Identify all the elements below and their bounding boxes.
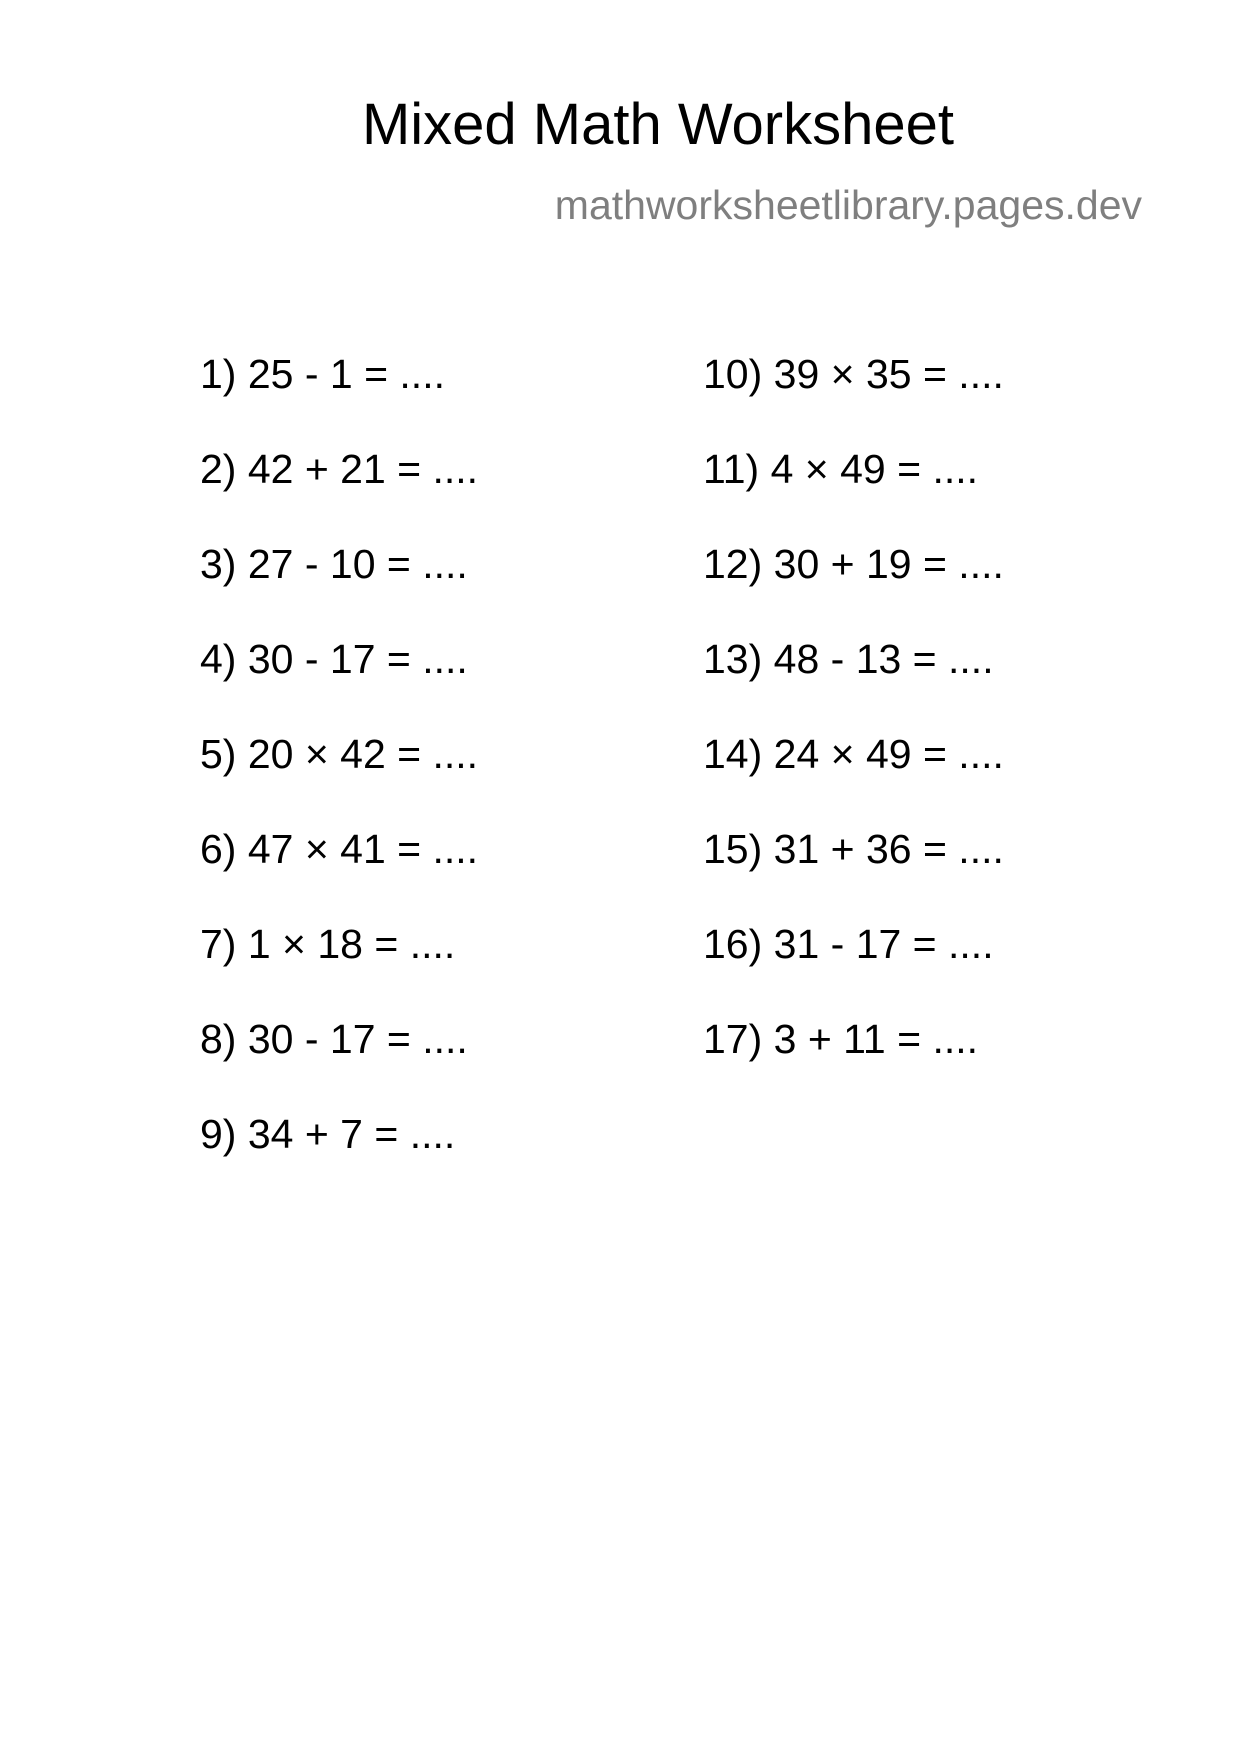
problem-12: 12) 30 + 19 = .... <box>703 541 1004 587</box>
problem-15: 15) 31 + 36 = .... <box>703 826 1004 872</box>
problem-2: 2) 42 + 21 = .... <box>200 446 479 492</box>
problem-14: 14) 24 × 49 = .... <box>703 731 1004 777</box>
problem-9: 9) 34 + 7 = .... <box>200 1111 456 1157</box>
problem-17: 17) 3 + 11 = .... <box>703 1016 979 1062</box>
site-url: mathworksheetlibrary.pages.dev <box>554 182 1142 228</box>
problem-7: 7) 1 × 18 = .... <box>200 921 456 967</box>
problem-11: 11) 4 × 49 = .... <box>703 446 979 492</box>
problem-8: 8) 30 - 17 = .... <box>200 1016 468 1062</box>
problem-3: 3) 27 - 10 = .... <box>200 541 468 587</box>
problem-13: 13) 48 - 13 = .... <box>703 636 994 682</box>
worksheet-title: Mixed Math Worksheet <box>361 92 955 157</box>
problem-16: 16) 31 - 17 = .... <box>703 921 994 967</box>
problem-4: 4) 30 - 17 = .... <box>200 636 468 682</box>
problem-column-left <box>200 351 479 1209</box>
problem-column-right <box>703 351 1004 1114</box>
problem-10: 10) 39 × 35 = .... <box>703 351 1004 397</box>
problem-6: 6) 47 × 41 = .... <box>200 826 479 872</box>
problem-5: 5) 20 × 42 = .... <box>200 731 479 777</box>
problem-1: 1) 25 - 1 = .... <box>200 351 445 397</box>
